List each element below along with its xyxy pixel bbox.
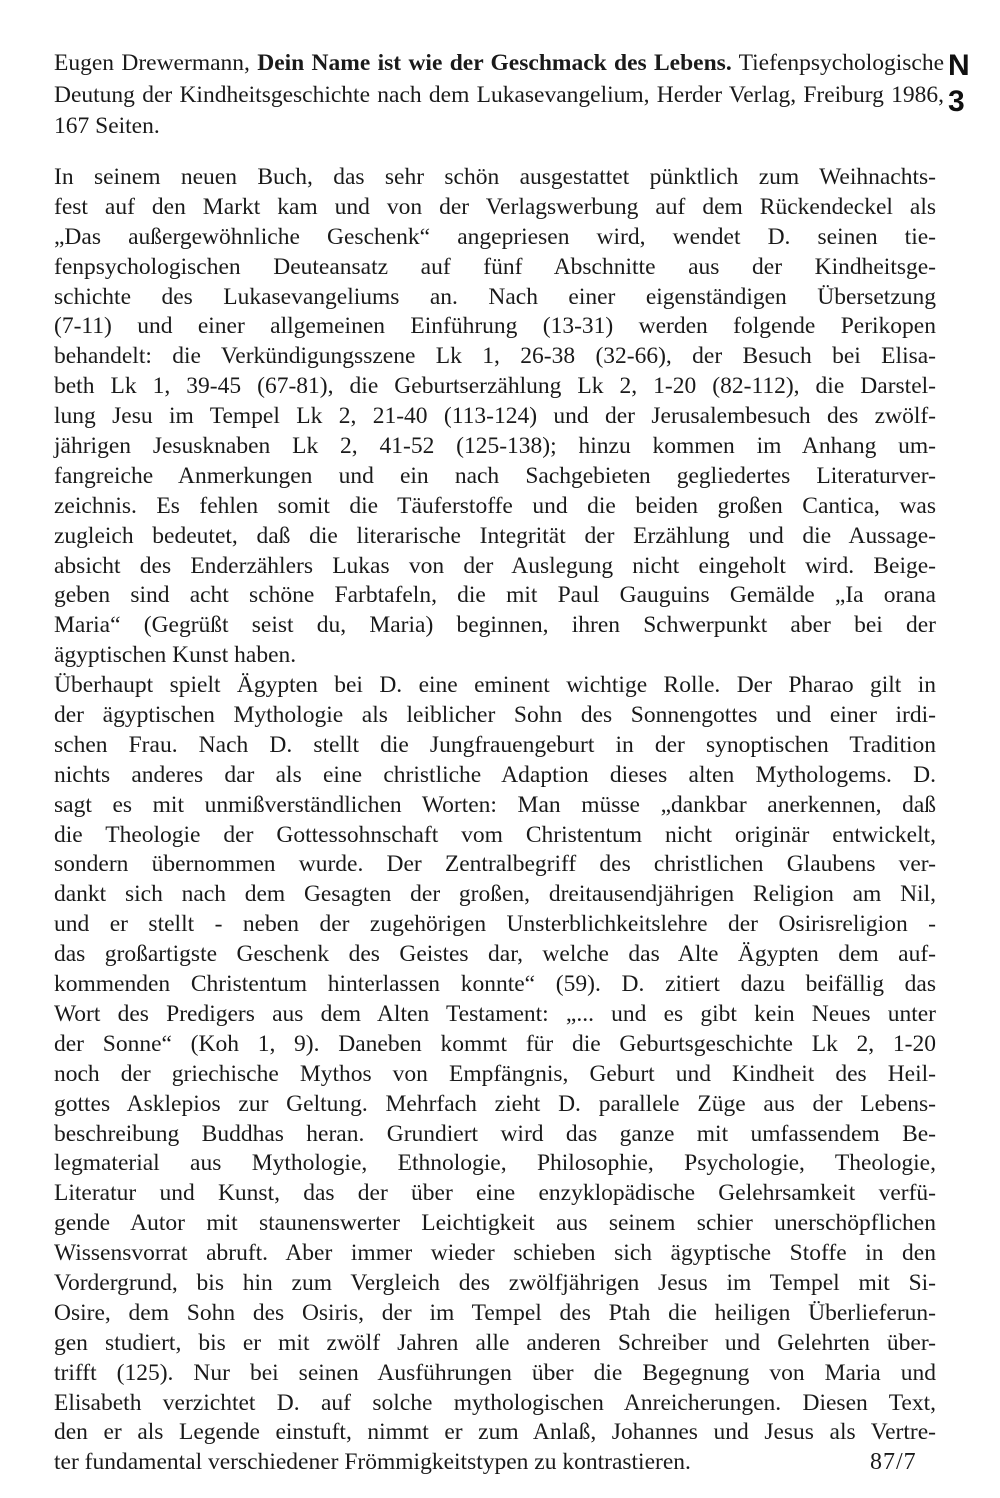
text-line: zeichnis. Es fehlen somit die Täuferstoffe und die beiden großen Cantica, was <box>54 492 936 519</box>
text-line: den er als Legende einstuft, nimmt er zum Anlaß, Johannes und Jesus als Vertre- <box>54 1419 936 1446</box>
text-line: gen studiert, bis er mit zwölf Jahren alle anderen Schreiber und Gelehrten über- <box>54 1329 936 1356</box>
text-line: fangreiche Anmerkungen und ein nach Sachgebieten gegliedertes Literaturver- <box>54 462 936 489</box>
text-line: sondern übernommen wurde. Der Zentralbegriff des christlichen Glaubens ver- <box>54 851 936 878</box>
text-line: behandelt: die Verkündigungsszene Lk 1, 26-38 (32-66), der Besuch bei Elisa- <box>54 343 936 370</box>
text-line: kommenden Christentum hinterlassen konnte“ (59). D. zitiert dazu beifällig das <box>54 971 936 998</box>
text-line: „Das außergewöhnliche Geschenk“ angepriesen wird, wendet D. seinen tie- <box>54 223 936 250</box>
text-line: In seinem neuen Buch, das sehr schön ausgestattet pünktlich zum Weihnachts- <box>54 164 936 190</box>
text-line: die Theologie der Gottessohnschaft vom Christentum nicht originär entwickelt, <box>54 821 936 848</box>
text-line: Wissensvorrat abruft. Aber immer wieder schieben sich ägyptische Stoffe in den <box>54 1240 936 1267</box>
text-line: beschreibung Buddhas heran. Grundiert wird das ganze mit umfassendem Be- <box>54 1120 936 1147</box>
text-line: dankt sich nach dem Gesagten der großen, dreitausendjährigen Religion am Nil, <box>54 881 936 908</box>
review-body <box>54 163 936 1478</box>
text-line: schen Frau. Nach D. stellt die Jungfrauengeburt in der synoptischen Tradition <box>54 731 936 758</box>
text-line: lung Jesu im Tempel Lk 2, 21-40 (113-124) und der Jerusalembesuch des zwölf- <box>54 403 936 430</box>
section-sigle: N 3 <box>948 49 972 118</box>
text-line: fest auf den Markt kam und von der Verlagswerbung auf dem Rückendeckel als <box>54 193 936 220</box>
text-line: und er stellt - neben der zugehörigen Unsterblichkeitslehre der Osirisreligion - <box>54 911 936 938</box>
text-line: ter fundamental verschiedener Frömmigkeitstypen zu kontrastieren. <box>54 1449 691 1476</box>
text-line: Vordergrund, bis hin zum Vergleich des zwölfjährigen Jesus im Tempel mit Si- <box>54 1269 936 1296</box>
text-line: jährigen Jesusknaben Lk 2, 41-52 (125-138); hinzu kommen im Anhang um- <box>54 433 936 460</box>
book-author: Eugen Drewermann, <box>54 50 250 76</box>
text-line: (7-11) und einer allgemeinen Einführung (13-31) werden folgende Perikopen <box>54 313 936 340</box>
text-line: Wort des Predigers aus dem Alten Testament: „... und es gibt kein Neues unter <box>54 1000 936 1027</box>
text-line: zugleich bedeutet, daß die literarische Integrität der Erzählung und die Aussage- <box>54 522 936 549</box>
text-line: legmaterial aus Mythologie, Ethnologie, Philosophie, Psychologie, Theologie, <box>54 1150 936 1177</box>
text-line: noch der griechische Mythos von Empfängnis, Geburt und Kindheit des Heil- <box>54 1060 936 1087</box>
page-folio: 87/7 <box>870 1449 917 1475</box>
text-line: sagt es mit unmißverständlichen Worten: Man müsse „dankbar anerkennen, daß <box>54 791 936 818</box>
text-line: der ägyptischen Mythologie als leiblicher Sohn des Sonnengottes und einer irdi- <box>54 702 936 729</box>
text-line: nichts anderes dar als eine christliche Adaption dieses alten Mythologems. D. <box>54 761 936 788</box>
text-line: ägyptischen Kunst haben. <box>54 642 297 669</box>
text-line: das großartigste Geschenk des Geistes dar, welche das Alte Ägypten dem auf- <box>54 941 936 968</box>
book-details: Tiefenpsychologische Deutung der Kindheitsgeschichte nach dem Lukasevangelium, Herder Verlag, Freiburg 1986, 167 Seiten. <box>54 50 945 139</box>
text-line: beth Lk 1, 39-45 (67-81), die Geburtserzählung Lk 2, 1-20 (82-112), die Darstel- <box>54 373 936 400</box>
text-line: absicht des Enderzählers Lukas von der Auslegung nicht eingeholt wird. Beige- <box>54 552 936 579</box>
book-title: Dein Name ist wie der Geschmack des Lebens. <box>257 50 732 76</box>
text-line: Überhaupt spielt Ägypten bei D. eine eminent wichtige Rolle. Der Pharao gilt in <box>54 672 936 699</box>
text-line: Maria“ (Gegrüßt seist du, Maria) beginnen, ihren Schwerpunkt aber bei der <box>54 612 936 639</box>
review-heading <box>54 48 944 143</box>
text-line: gende Autor mit staunenswerter Leichtigkeit aus seinem schier unerschöpflichen <box>54 1210 936 1237</box>
text-line: trifft (125). Nur bei seinen Ausführungen über die Begegnung von Maria und <box>54 1359 936 1386</box>
text-line: schichte des Lukasevangeliums an. Nach einer eigenständigen Übersetzung <box>54 283 936 310</box>
text-line: Osire, dem Sohn des Osiris, der im Tempel des Ptah die heiligen Überlieferun- <box>54 1299 936 1326</box>
text-line: der Sonne“ (Koh 1, 9). Daneben kommt für die Geburtsgeschichte Lk 2, 1-20 <box>54 1030 936 1057</box>
text-line: Literatur und Kunst, das der über eine enzyklopädische Gelehrsamkeit verfü- <box>54 1180 936 1207</box>
text-line: geben sind acht schöne Farbtafeln, die mit Paul Gauguins Gemälde „Ia orana <box>54 582 936 609</box>
text-line: fenpsychologischen Deuteansatz auf fünf Abschnitte aus der Kindheitsge- <box>54 253 936 280</box>
text-line: gottes Asklepios zur Geltung. Mehrfach zieht D. parallele Züge aus der Lebens- <box>54 1090 936 1117</box>
text-line: Elisabeth verzichtet D. auf solche mythologischen Anreicherungen. Diesen Text, <box>54 1389 936 1416</box>
